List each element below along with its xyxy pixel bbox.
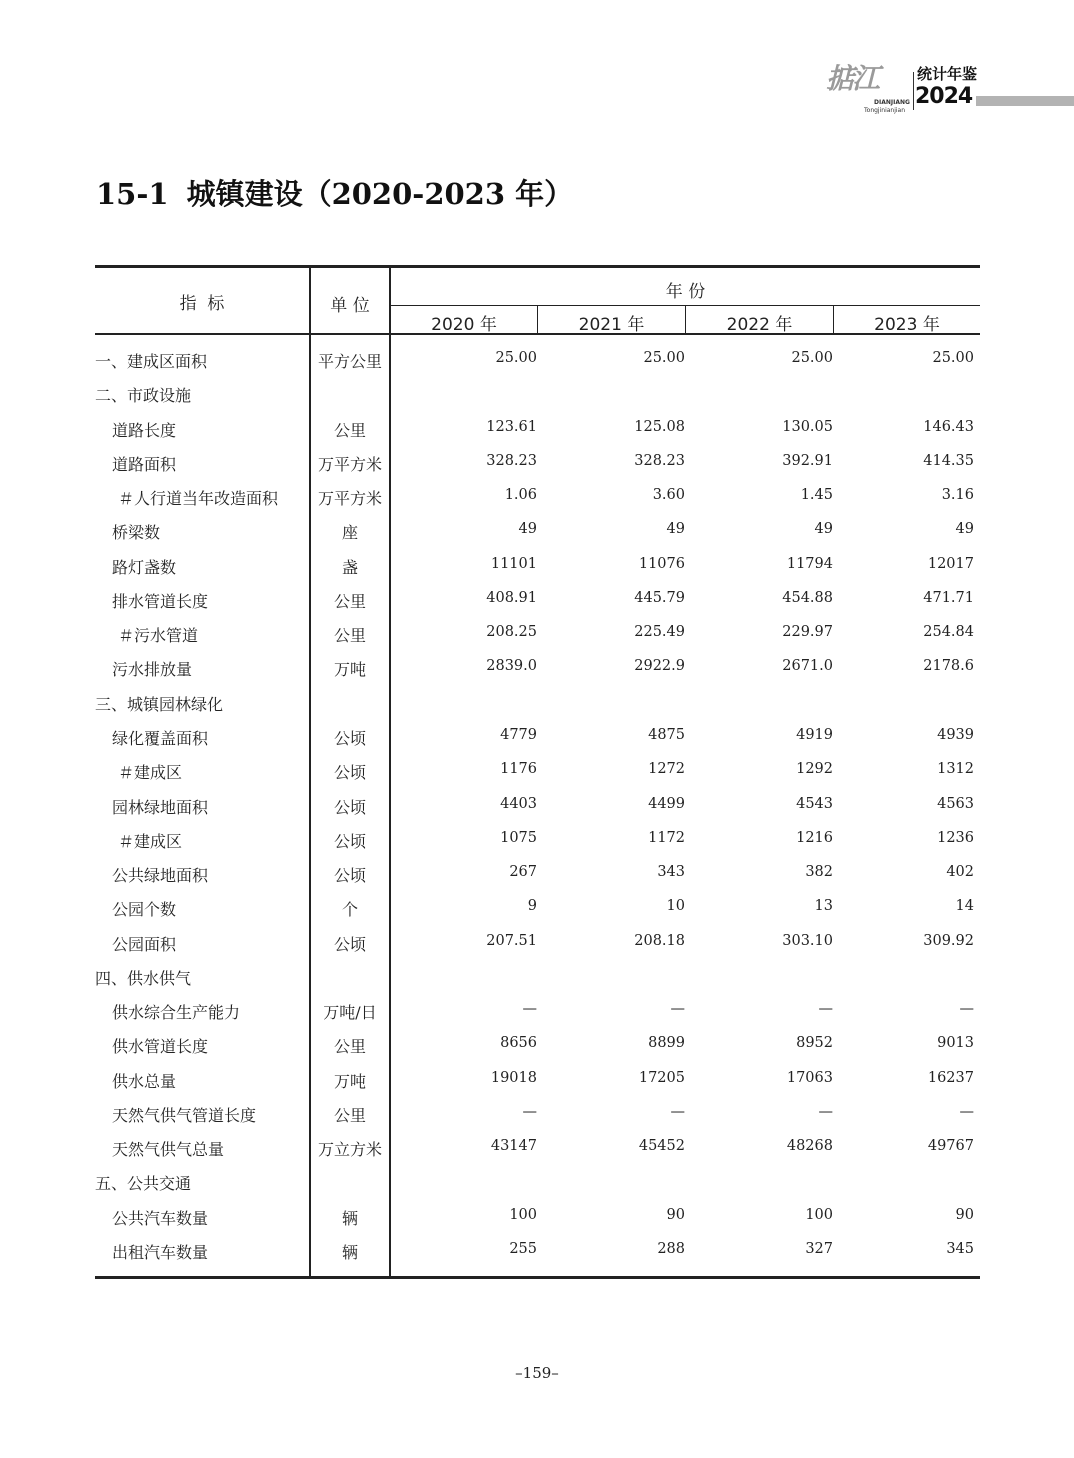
table-row: [0, 795, 1074, 825]
indicator-name: 园林绿地面积: [112, 797, 209, 817]
value-cell: 382: [805, 864, 833, 881]
value-cell: 25.00: [932, 350, 974, 366]
table-row: [0, 897, 1074, 927]
value-cell: 11076: [638, 555, 685, 572]
value-cell: 327: [805, 1241, 833, 1258]
value-cell: 4543: [796, 795, 833, 812]
value-cell: 25.00: [495, 350, 537, 366]
value-cell: 4499: [648, 795, 685, 812]
value-cell: 345: [946, 1241, 974, 1258]
page-title: [96, 172, 591, 213]
value-cell: 4939: [937, 726, 974, 743]
value-cell: 45452: [638, 1138, 685, 1155]
value-cell: 309.92: [923, 932, 974, 949]
unit-cell: 万平方米: [317, 489, 382, 509]
value-cell: 445.79: [634, 589, 685, 606]
unit-cell: 座: [341, 523, 358, 543]
table-row: [0, 520, 1074, 550]
value-cell: 19018: [490, 1069, 537, 1086]
unit-cell: 平方公里: [317, 352, 382, 371]
value-cell: 12017: [927, 555, 974, 572]
unit-cell: 公顷: [333, 797, 366, 817]
value-cell: 208.18: [634, 932, 685, 949]
logo-year: 2024: [915, 84, 973, 109]
unit-cell: 公顷: [333, 866, 366, 886]
indicator-name: ＃建成区: [118, 763, 183, 783]
table-row: [0, 760, 1074, 790]
unit-cell: 万吨: [333, 1071, 366, 1091]
header-indicator: 指 标: [179, 294, 225, 314]
indicator-name: ＃污水管道: [118, 626, 199, 646]
table-row: [0, 1069, 1074, 1099]
value-cell: 43147: [490, 1138, 537, 1155]
value-cell: 1236: [937, 829, 974, 846]
unit-cell: 公顷: [333, 728, 366, 748]
value-cell: 2671.0: [782, 658, 833, 675]
value-cell: 4779: [500, 726, 537, 743]
table-number: 15-1: [96, 177, 169, 211]
value-cell: 100: [805, 1206, 833, 1223]
value-cell: —: [959, 1001, 974, 1018]
table-row: [0, 418, 1074, 448]
value-cell: 1176: [500, 761, 537, 778]
indicator-name: 五、公共交通: [95, 1174, 192, 1194]
yearbook-logo: [826, 62, 1074, 118]
table-row: [0, 555, 1074, 585]
indicator-name: 公园面积: [112, 934, 177, 954]
indicator-name: 出租汽车数量: [112, 1243, 209, 1263]
table-row: [0, 1103, 1074, 1133]
table-row: [0, 726, 1074, 756]
value-cell: 11794: [786, 555, 833, 572]
indicator-name: 天然气供气管道长度: [112, 1105, 257, 1125]
value-cell: 328.23: [486, 452, 537, 469]
table-row: [0, 1171, 1074, 1201]
value-cell: 16237: [927, 1069, 974, 1086]
page-number: –159–: [515, 1364, 559, 1382]
value-cell: 208.25: [486, 624, 537, 641]
value-cell: 130.05: [782, 418, 833, 435]
header-year: 2023 年: [874, 315, 940, 335]
value-cell: 49: [814, 521, 833, 538]
value-cell: 288: [657, 1241, 685, 1258]
value-cell: 17205: [638, 1069, 685, 1086]
value-cell: 1312: [937, 761, 974, 778]
indicator-name: 路灯盏数: [112, 557, 177, 577]
table-top-rule: [95, 265, 980, 268]
value-cell: 2839.0: [486, 658, 537, 675]
indicator-name: 二、市政设施: [95, 386, 192, 406]
value-cell: 25.00: [643, 350, 685, 366]
table-row: [0, 1206, 1074, 1236]
value-cell: —: [959, 1103, 974, 1120]
header-year: 2021 年: [578, 315, 645, 335]
value-cell: 8899: [648, 1035, 685, 1052]
value-cell: 25.00: [791, 350, 833, 366]
header-year-group: 年 份: [665, 282, 706, 302]
indicator-name: 四、供水供气: [95, 968, 192, 988]
value-cell: 123.61: [486, 418, 537, 435]
logo-divider: [913, 72, 914, 110]
unit-cell: 个: [341, 900, 358, 920]
table-row: [0, 349, 1074, 379]
value-cell: 49767: [927, 1138, 974, 1155]
unit-cell: 公里: [333, 591, 366, 611]
unit-cell: 公里: [333, 1037, 366, 1057]
unit-cell: 公顷: [333, 934, 366, 954]
unit-cell: 辆: [341, 1208, 358, 1228]
value-cell: 14: [955, 898, 974, 915]
table-row: [0, 657, 1074, 687]
value-cell: 125.08: [634, 418, 685, 435]
value-cell: 49: [518, 521, 537, 538]
value-cell: 1292: [796, 761, 833, 778]
header-gray-bar: [976, 96, 1074, 106]
value-cell: 9013: [937, 1035, 974, 1052]
value-cell: 408.91: [486, 589, 537, 606]
value-cell: —: [522, 1103, 537, 1120]
value-cell: 1272: [648, 761, 685, 778]
value-cell: 454.88: [782, 589, 833, 606]
unit-cell: 万平方米: [317, 454, 382, 474]
indicator-name: 三、城镇园林绿化: [95, 694, 224, 714]
table-row: [0, 932, 1074, 962]
indicator-name: 公共汽车数量: [112, 1208, 209, 1228]
unit-cell: 万立方米: [317, 1140, 382, 1160]
indicator-name: 天然气供气总量: [112, 1140, 225, 1160]
value-cell: 471.71: [923, 589, 974, 606]
indicator-name: 绿化覆盖面积: [112, 728, 209, 748]
value-cell: 343: [657, 864, 685, 881]
value-cell: 402: [946, 864, 974, 881]
unit-cell: 公顷: [333, 763, 366, 783]
logo-pinyin-sub: Tongjinianjian: [864, 107, 906, 114]
table-row: [0, 1240, 1074, 1270]
value-cell: 1.06: [504, 487, 537, 504]
value-cell: 146.43: [923, 418, 974, 435]
table-row: [0, 623, 1074, 653]
table-row: [0, 829, 1074, 859]
value-cell: 9: [527, 898, 537, 915]
value-cell: 4563: [937, 795, 974, 812]
value-cell: 1172: [648, 829, 685, 846]
value-cell: 1.45: [800, 487, 833, 504]
value-cell: —: [818, 1103, 833, 1120]
table-title: 城镇建设（2020-2023 年）: [186, 177, 574, 211]
value-cell: 303.10: [782, 932, 833, 949]
unit-cell: 公顷: [333, 831, 366, 851]
value-cell: 4875: [648, 726, 685, 743]
table-row: [0, 1034, 1074, 1064]
header-unit: 单 位: [330, 296, 370, 316]
indicator-name: 桥梁数: [112, 523, 161, 543]
indicator-name: 供水总量: [112, 1071, 177, 1091]
table-row: [0, 383, 1074, 413]
indicator-name: 污水排放量: [112, 660, 193, 680]
value-cell: 255: [509, 1241, 537, 1258]
value-cell: 8656: [500, 1035, 537, 1052]
table-row: [0, 452, 1074, 482]
indicator-name: 供水管道长度: [112, 1037, 209, 1057]
value-cell: 207.51: [486, 932, 537, 949]
logo-pinyin: DIANJIANG: [874, 99, 910, 106]
logo-title: 统计年鉴: [917, 65, 978, 83]
value-cell: —: [818, 1001, 833, 1018]
unit-cell: 公里: [333, 420, 366, 440]
value-cell: 90: [666, 1206, 685, 1223]
unit-cell: 万吨/日: [323, 1003, 377, 1023]
value-cell: 2178.6: [923, 658, 974, 675]
indicator-name: 一、建成区面积: [95, 352, 208, 371]
table-row: [0, 1137, 1074, 1167]
table-row: [0, 1000, 1074, 1030]
value-cell: —: [522, 1001, 537, 1018]
unit-cell: 辆: [341, 1243, 358, 1263]
value-cell: 11101: [490, 555, 537, 572]
value-cell: 2922.9: [634, 658, 685, 675]
value-cell: 1216: [796, 829, 833, 846]
header-year: 2022 年: [726, 315, 793, 335]
value-cell: 267: [509, 864, 537, 881]
table-row: [0, 966, 1074, 996]
value-cell: 10: [666, 898, 685, 915]
table-row: [0, 486, 1074, 516]
value-cell: 225.49: [634, 624, 685, 641]
value-cell: 17063: [786, 1069, 833, 1086]
indicator-name: 排水管道长度: [112, 591, 209, 611]
unit-cell: 万吨: [333, 660, 366, 680]
value-cell: 13: [814, 898, 833, 915]
value-cell: 90: [955, 1206, 974, 1223]
value-cell: 229.97: [782, 624, 833, 641]
table-row: [0, 692, 1074, 722]
value-cell: 392.91: [782, 452, 833, 469]
indicator-name: 公共绿地面积: [112, 866, 209, 886]
table-row: [0, 863, 1074, 893]
unit-cell: 盏: [341, 557, 358, 577]
value-cell: 414.35: [923, 452, 974, 469]
value-cell: 49: [955, 521, 974, 538]
value-cell: 48268: [786, 1138, 833, 1155]
value-cell: 1075: [500, 829, 537, 846]
value-cell: —: [670, 1103, 685, 1120]
value-cell: 4403: [500, 795, 537, 812]
value-cell: 49: [666, 521, 685, 538]
value-cell: 100: [509, 1206, 537, 1223]
value-cell: 328.23: [634, 452, 685, 469]
header-year: 2020 年: [431, 315, 497, 335]
value-cell: 4919: [796, 726, 833, 743]
value-cell: 254.84: [923, 624, 974, 641]
unit-cell: 公里: [333, 626, 366, 646]
indicator-name: 供水综合生产能力: [112, 1003, 241, 1023]
value-cell: 3.60: [652, 487, 685, 504]
value-cell: —: [670, 1001, 685, 1018]
indicator-name: 道路面积: [112, 454, 177, 474]
unit-cell: 公里: [333, 1105, 366, 1125]
value-cell: 8952: [796, 1035, 833, 1052]
table-row: [0, 589, 1074, 619]
logo-calligraphy: 掂江: [826, 62, 879, 95]
table-bottom-rule: [95, 1276, 980, 1279]
indicator-name: ＃人行道当年改造面积: [118, 489, 279, 509]
indicator-name: ＃建成区: [118, 831, 183, 851]
indicator-name: 公园个数: [112, 900, 177, 920]
value-cell: 3.16: [941, 487, 974, 504]
indicator-name: 道路长度: [112, 420, 177, 440]
